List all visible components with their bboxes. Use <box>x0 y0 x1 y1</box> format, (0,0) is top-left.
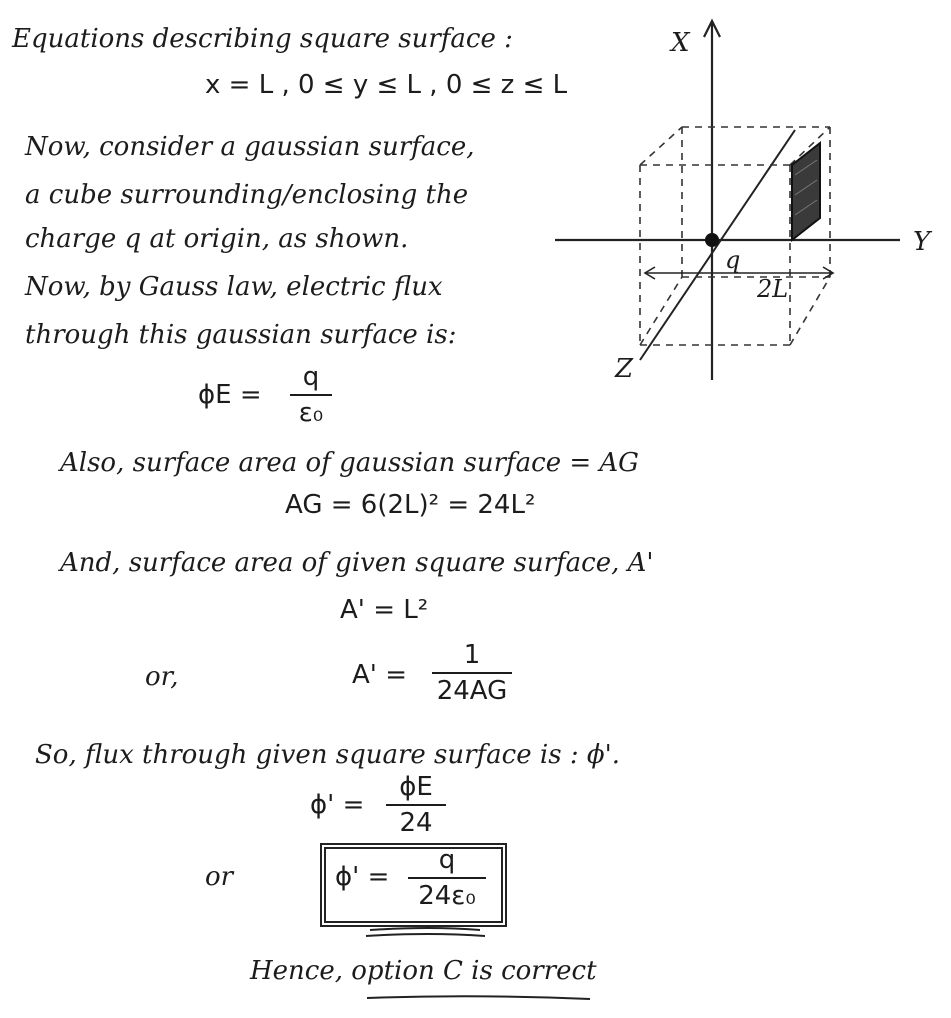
line-surface-equations: x = L , 0 ≤ y ≤ L , 0 ≤ z ≤ L <box>205 70 568 100</box>
answer-denominator: 24ε₀ <box>418 881 476 911</box>
underline-stroke <box>367 996 590 999</box>
underline-stroke-1 <box>370 928 480 930</box>
fraction-bar <box>386 804 446 806</box>
charge-label: q <box>725 246 741 274</box>
x-axis-label: X <box>671 28 690 58</box>
flux-equation-lhs: ϕE = <box>198 380 262 410</box>
answer-lhs: ϕ' = <box>335 862 390 892</box>
line-gauss-law: Now, by Gauss law, electric flux <box>25 272 443 302</box>
line-equations-heading: Equations describing square surface : <box>12 24 513 54</box>
flux-ratio-denominator: 24 <box>399 808 433 838</box>
flux-ratio-fraction <box>386 772 446 838</box>
line-charge-origin: charge q at origin, as shown. <box>25 224 409 254</box>
flux-numerator: q <box>302 362 320 392</box>
line-flux-through-square: So, flux through given square surface is : ϕ'. <box>35 740 620 770</box>
flux-denominator: ε₀ <box>298 398 324 428</box>
line-conclusion: Hence, option C is correct <box>250 956 597 986</box>
line-also-surface-area: Also, surface area of gaussian surface = AG <box>60 448 639 478</box>
area-ratio-denominator: 24AG <box>436 676 508 706</box>
cube-edge <box>790 277 830 345</box>
area-ratio-numerator: 1 <box>463 640 481 670</box>
y-axis-label: Y <box>913 227 931 257</box>
cube-diagram <box>545 15 945 390</box>
cube-edge <box>640 277 682 345</box>
line-area-value: A' = L² <box>340 595 429 625</box>
or-label-1: or, <box>145 662 179 692</box>
answer-fraction <box>408 845 486 911</box>
flux-fraction <box>290 362 332 428</box>
line-area-given-surface: And, surface area of given square surface, A' <box>60 548 654 578</box>
answer-numerator: q <box>438 845 456 875</box>
line-area-gaussian: AG = 6(2L)² = 24L² <box>285 490 536 520</box>
line-cube-surrounding: a cube surrounding/enclosing the <box>25 180 469 210</box>
line-consider-gaussian: Now, consider a gaussian surface, <box>25 132 475 162</box>
area-ratio-fraction <box>432 640 512 706</box>
z-axis-label: Z <box>615 354 634 384</box>
area-ratio-lhs: A' = <box>352 660 407 690</box>
or-label-2: or <box>205 862 234 892</box>
charge-point <box>705 233 719 247</box>
flux-ratio-lhs: ϕ' = <box>310 790 365 820</box>
cube-edge <box>640 127 682 165</box>
shaded-square-surface <box>792 143 820 240</box>
fraction-bar <box>432 672 512 674</box>
answer-underline <box>340 924 500 944</box>
underline-stroke-2 <box>366 934 485 936</box>
flux-ratio-numerator: ϕE <box>399 772 433 802</box>
fraction-bar <box>408 877 486 879</box>
conclusion-underline <box>365 992 605 1006</box>
line-through-surface: through this gaussian surface is: <box>25 320 457 350</box>
dimension-label: 2L <box>757 275 789 303</box>
fraction-bar <box>290 394 332 396</box>
